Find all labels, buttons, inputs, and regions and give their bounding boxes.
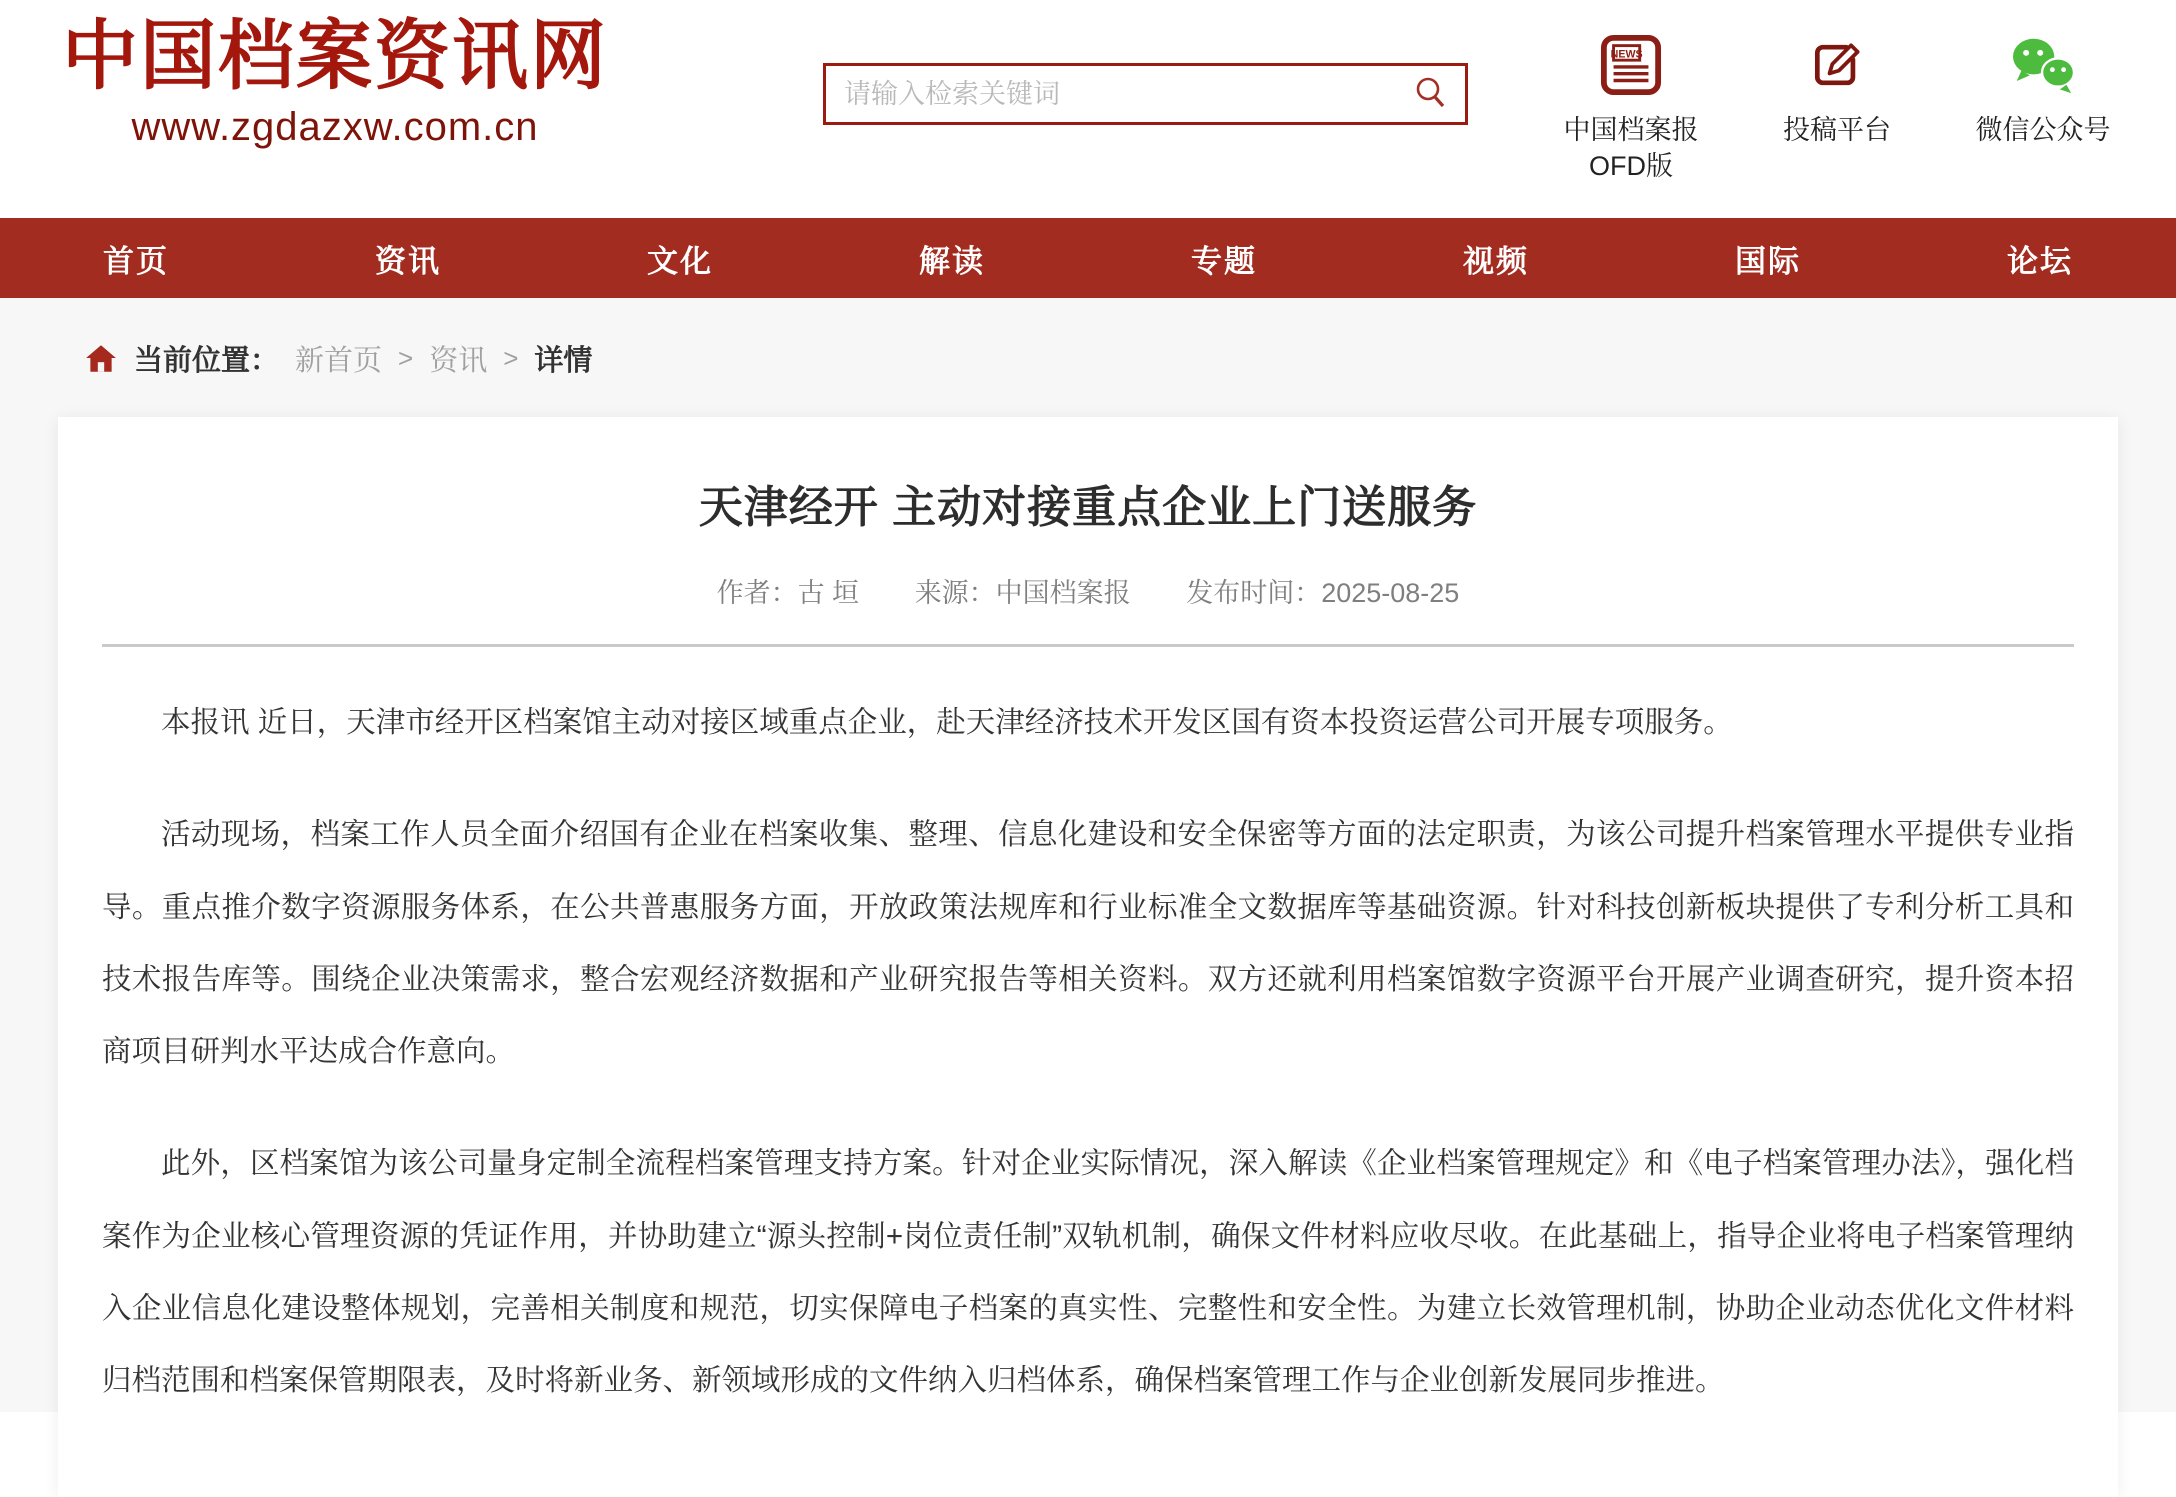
link-ofd-newspaper[interactable] [1556,32,1706,185]
newspaper-icon [1600,32,1662,98]
link-submission-platform[interactable] [1762,32,1912,185]
breadcrumb-separator: > [398,343,414,373]
edit-pencil-icon [1807,32,1867,98]
article-publish-time: 发布时间：2025-08-25 [1186,578,1460,608]
article-meta [102,571,2074,610]
link-ofd-label: 中国档案报 OFD版 [1563,115,1699,182]
site-logo-title: 中国档案资讯网 [62,11,608,100]
nav-item-news[interactable]: 资讯 [375,243,441,279]
article-paragraph: 本报讯 近日，天津市经开区档案馆主动对接区域重点企业，赴天津经济技术开发区国有资本投资运营公司开展专项服务。 [161,706,1733,739]
search-input[interactable] [844,79,1413,110]
site-logo-url: www.zgdazxw.com.cn [131,105,539,149]
search-box [823,63,1468,125]
breadcrumb-home-link[interactable]: 新首页 [295,345,383,377]
site-logo[interactable] [62,8,608,150]
title-divider [102,644,2074,647]
nav-item-culture[interactable]: 文化 [647,243,713,279]
nav-item-interpret[interactable]: 解读 [919,243,985,279]
nav-item-forum[interactable]: 论坛 [2007,243,2073,279]
wechat-icon [2009,32,2077,98]
article-paragraph: 活动现场，档案工作人员全面介绍国有企业在档案收集、整理、信息化建设和安全保密等方面的法定职责，为该公司提升档案管理水平提供专业指导。重点推介数字资源服务体系，在公共普惠服务方面，开放政策法规库和行业标准全文数据库等基础资源。针对科技创新板块提供了专利分析工具和技术报告库等。围绕企业决策需求，整合宏观经济数据和产业研究报告等相关资料。双方还就利用档案馆数字资源平台开展产业调查研究，提升资本招商项目研判水平达成合作意向。 [102,818,2074,1069]
article-paragraph: 此外，区档案馆为该公司量身定制全流程档案管理支持方案。针对企业实际情况，深入解读《企业档案管理规定》和《电子档案管理办法》，强化档案作为企业核心管理资源的凭证作用，并协助建立“源头控制+岗位责任制”双轨机制，确保文件材料应收尽收。在此基础上，指导企业将电子档案管理纳入企业信息化建设整体规划，完善相关制度和规范，切实保障电子档案的真实性、完整性和安全性。为建立长效管理机制，协助企业动态优化文件材料归档范围和档案保管期限表，及时将新业务、新领域形成的文件纳入归档体系，确保档案管理工作与企业创新发展同步推进。 [102,1147,2074,1398]
breadcrumb-section-link[interactable]: 资讯 [429,345,488,377]
breadcrumb-label: 当前位置： [134,345,280,377]
search-button[interactable] [1413,75,1449,114]
article-title: 天津经开 主动对接重点企业上门送服务 [698,483,1478,532]
article-author: 作者：古 垣 [716,578,860,608]
nav-item-video[interactable]: 视频 [1463,243,1529,279]
breadcrumb [0,298,2176,379]
link-wechat-account[interactable] [1968,32,2118,185]
article-card [58,417,2118,1497]
article-source: 来源：中国档案报 [914,578,1131,608]
breadcrumb-separator: > [503,343,519,373]
nav-item-topics[interactable]: 专题 [1191,243,1257,279]
svg-text:NEWS: NEWS [1610,48,1643,61]
breadcrumb-current: 详情 [534,345,593,377]
main-area [0,298,2176,1412]
nav-item-home[interactable]: 首页 [103,243,169,279]
nav-item-international[interactable]: 国际 [1735,243,1801,279]
link-submission-label: 投稿平台 [1783,115,1891,145]
link-wechat-label: 微信公众号 [1975,115,2111,145]
home-icon [84,342,118,376]
search-icon [1413,75,1449,114]
header-quick-links [1556,32,2118,185]
site-header [0,0,2176,218]
main-nav [0,218,2176,298]
article-body [102,687,2074,1417]
